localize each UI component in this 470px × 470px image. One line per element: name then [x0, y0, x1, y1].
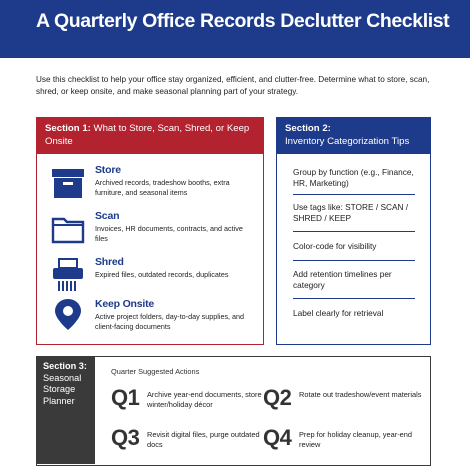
store-desc: Archived records, tradeshow booths, extra furniture, and seasonal items	[95, 178, 230, 197]
quarter-row-q2	[263, 385, 423, 415]
scan-title: Scan	[95, 210, 120, 222]
section-1-header	[37, 118, 263, 154]
quarter-label: Q4	[263, 425, 292, 450]
header-banner	[0, 0, 470, 58]
divider	[293, 231, 415, 232]
quarter-label: Q2	[263, 385, 292, 410]
shred-title: Shred	[95, 256, 124, 268]
quarter-action: Revisit digital files, purge outdated docs	[147, 430, 260, 449]
divider	[293, 194, 415, 195]
section-2-title: Inventory Categorization Tips	[285, 136, 410, 147]
page-title: A Quarterly Office Records Declutter Checklist	[36, 10, 450, 32]
keep-onsite-title: Keep Onsite	[95, 298, 155, 310]
store-title: Store	[95, 164, 121, 176]
divider	[293, 260, 415, 261]
keep-onsite-desc: Active project folders, day-to-day supplies, and client-facing documents	[95, 312, 245, 331]
quarter-label: Q3	[111, 425, 140, 450]
section-2-label: Section 2:	[285, 123, 331, 134]
quarter-row-q3	[111, 425, 271, 455]
section-3-card	[36, 356, 431, 466]
section-3-title: Seasonal Storage Planner	[43, 372, 82, 406]
archive-box-icon	[51, 166, 85, 200]
section-3-sidebar	[37, 357, 95, 464]
quarter-action: Archive year-end documents, store winter/holiday décor	[147, 390, 262, 409]
section-1-card	[36, 117, 264, 345]
quarter-row-q1	[111, 385, 271, 415]
scan-desc: Invoices, HR documents, contracts, and active files	[95, 224, 243, 243]
quarter-action: Prep for holiday cleanup, year-end review	[299, 430, 412, 449]
folder-icon	[51, 212, 85, 246]
section-3-subtitle: Quarter Suggested Actions	[111, 367, 200, 376]
shredder-icon	[51, 258, 85, 292]
tip-item: Color-code for visibility	[293, 241, 377, 251]
location-pin-icon	[51, 298, 85, 332]
section-1-title: What to Store, Scan, Shred, or Keep Onsite	[45, 123, 250, 147]
section-2-header	[277, 118, 430, 154]
quarter-row-q4	[263, 425, 423, 455]
section-3-label: Section 3:	[43, 361, 87, 371]
tip-item: Label clearly for retrieval	[293, 308, 384, 318]
intro-text: Use this checklist to help your office stay organized, efficient, and clutter-free. Determine what to store, scan, shred, or keep onsite, and make seasonal planning part of your strategy.	[36, 75, 430, 96]
section-1-label: Section 1:	[45, 123, 91, 134]
shred-desc: Expired files, outdated records, duplicates	[95, 270, 229, 279]
section-2-card	[276, 117, 431, 345]
quarter-action: Rotate out tradeshow/event materials	[299, 390, 422, 399]
quarter-label: Q1	[111, 385, 140, 410]
divider	[293, 298, 415, 299]
tip-item: Add retention timelines per category	[293, 269, 392, 290]
tip-item: Use tags like: STORE / SCAN / SHRED / KEEP	[293, 202, 409, 223]
tip-item: Group by function (e.g., Finance, HR, Marketing)	[293, 167, 414, 188]
